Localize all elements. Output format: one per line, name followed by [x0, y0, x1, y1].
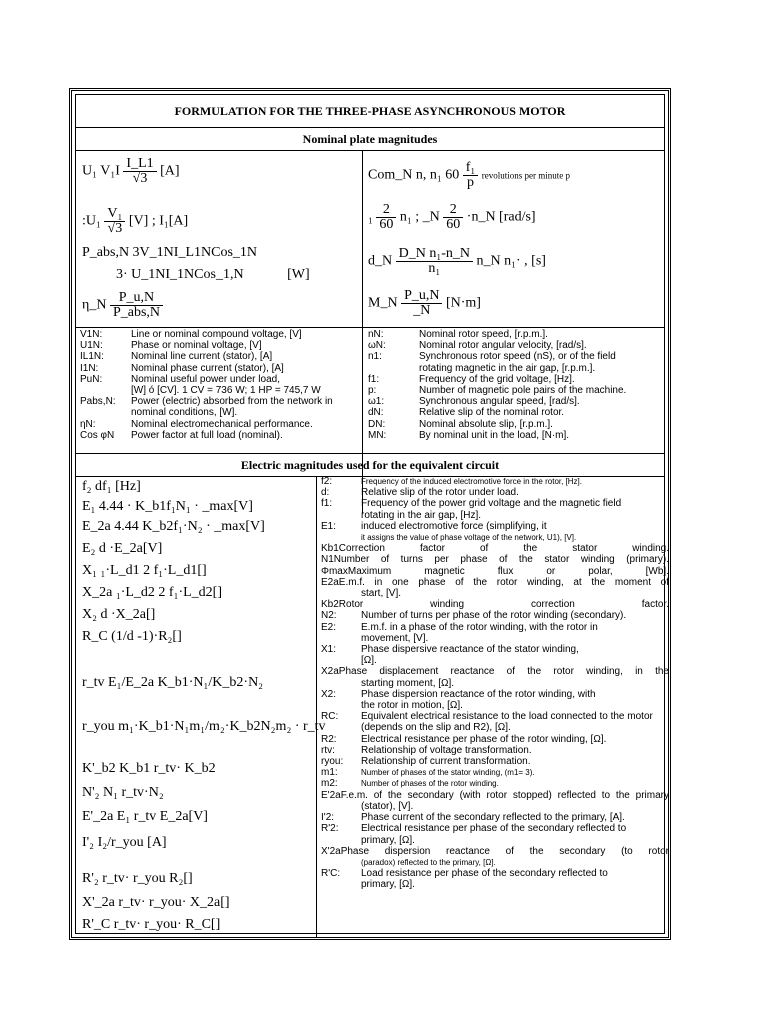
definition-text: Load resistance per phase of the secondary reflected to: [361, 868, 608, 880]
definition-row: [321, 745, 669, 756]
definition-symbol: RC:: [321, 711, 339, 723]
fraction-numerator: P_u,N: [110, 291, 163, 306]
formula-lhs: Com_N n, n₁ 60: [368, 167, 460, 183]
fraction-numerator: 2: [443, 203, 463, 218]
definition-row: [321, 655, 669, 666]
definition-row: [321, 823, 669, 834]
formula-slip: [368, 247, 546, 276]
definition-row: [321, 857, 669, 868]
definition-row: [321, 498, 669, 509]
definition-row: [321, 633, 669, 644]
definition-text: Equivalent electrical resistance to the load connected to the motor: [361, 711, 653, 723]
definition-text: Nominal phase current (stator), [A]: [131, 362, 284, 374]
definition-symbol: [321, 801, 361, 812]
definition-symbol: ryou:: [321, 756, 344, 768]
definition-symbol: [321, 678, 361, 689]
definition-text: E.m.f. in a phase of the rotor winding, with the rotor in: [361, 621, 598, 633]
definition-symbol: f2:: [321, 476, 333, 487]
definition-symbol: E2:: [321, 621, 337, 633]
definition-text: Power factor at full load (nominal).: [131, 429, 283, 441]
definition-row: [321, 734, 669, 745]
definition-text: rotating magnetic in the air gap, [r.p.m.].: [419, 362, 596, 374]
definition-text: [Ω].: [361, 655, 377, 667]
formula-phase-voltage: [82, 207, 188, 236]
circuit-formula: E₂ d ·E_2a[V]: [82, 541, 163, 556]
definition-row: [80, 363, 360, 374]
formula-absorbed-power-2: [116, 267, 310, 283]
formula-unit: revolutions per minute p: [481, 170, 570, 181]
definition-symbol: [321, 532, 361, 543]
circuit-formula: R_C (1/d -1)·R₂[]: [82, 629, 182, 644]
formula-sheet: [69, 88, 671, 940]
definition-text: Nominal rotor speed, [r.p.m.].: [419, 329, 548, 340]
formula-lhs: ₁: [368, 209, 373, 225]
circuit-formula: E'_2a E₁ r_tv E_2a[V]: [82, 809, 208, 824]
definition-row: [368, 374, 668, 385]
definition-row: [80, 430, 360, 441]
definition-text: Number of phases of the stator winding, (m1= 3).: [361, 768, 535, 778]
formula-unit: [A]: [160, 163, 180, 179]
nominal-definitions-left: [80, 329, 360, 441]
circuit-formula: I'₂ I₂/r_you [A]: [82, 835, 167, 850]
definition-symbol: [321, 633, 361, 644]
definition-text: Electrical resistance per phase of the rotor winding, [Ω].: [361, 733, 607, 745]
circuit-formula: K'_b2 K_b1 r_tv· K_b2: [82, 761, 216, 776]
definition-text: Phase or nominal voltage, [V]: [131, 340, 262, 352]
formula-fraction: [463, 161, 479, 190]
formula-unit: [W]: [287, 267, 310, 282]
divider-vertical-circuit: [316, 476, 317, 938]
definition-text: Nominal absolute slip, [r.p.m.].: [419, 418, 553, 430]
definition-text: (depends on the slip and R2), [Ω].: [361, 722, 511, 734]
definition-row: [321, 790, 669, 801]
definition-symbol: [80, 407, 131, 418]
definition-symbol: [321, 510, 361, 521]
definition-symbol: [321, 879, 361, 890]
definition-row: [321, 801, 669, 812]
definition-text: Relationship of current transformation.: [361, 756, 531, 768]
formula-lhs: d_N: [368, 253, 393, 269]
definition-symbol: [368, 363, 419, 374]
formula-unit: ·n_N [rad/s]: [466, 209, 536, 225]
definition-text: ΦmaxMaximum magnetic flux or polar, [Wb].: [321, 565, 669, 577]
definition-text: primary, [Ω].: [361, 879, 415, 891]
definition-symbol: d:: [321, 487, 330, 499]
definition-symbol: [321, 700, 361, 711]
definition-row: [321, 711, 669, 722]
circuit-formula: X'_2a r_tv· r_you· X_2a[]: [82, 895, 230, 910]
definition-text: Synchronous angular speed, [rad/s].: [419, 396, 580, 408]
section-heading-circuit: Electric magnitudes used for the equivalent circuit: [76, 453, 664, 477]
definition-symbol: I1N:: [80, 362, 99, 374]
definition-text: Kb2Rotor winding correction factor.: [321, 599, 669, 611]
circuit-formula: X₂ d ·X_2a[]: [82, 607, 156, 622]
definition-symbol: ωN:: [368, 340, 386, 352]
definition-symbol: X1:: [321, 644, 337, 656]
circuit-formula: X₁ ₁·L_d1 2 f₁·L_d1[]: [82, 563, 207, 578]
definition-row: [321, 476, 669, 487]
definition-row: [80, 374, 360, 385]
definition-text: Relationship of voltage transformation.: [361, 744, 532, 756]
definition-row: [321, 510, 669, 521]
definition-row: [321, 610, 669, 621]
definition-row: [80, 407, 360, 418]
definition-symbol: R'2:: [321, 823, 339, 835]
definition-row: [321, 689, 669, 700]
definition-row: [321, 554, 669, 565]
circuit-formula: r_you m₁·K_b1·N₁m₁/m₂·K_b2N₂m₂ · r_tv: [82, 719, 326, 734]
formula-fraction: [396, 247, 473, 276]
definition-symbol: f1:: [321, 498, 333, 510]
definition-row: [321, 678, 669, 689]
definition-row: [368, 419, 668, 430]
definition-row: [368, 407, 668, 418]
formula-unit: n_N n₁· , [s]: [476, 253, 546, 269]
formula-efficiency: [82, 291, 163, 320]
definition-text: Relative slip of the nominal rotor.: [419, 407, 565, 419]
fraction-numerator: f₁: [463, 161, 479, 176]
definition-text: Frequency of the power grid voltage and the magnetic field: [361, 498, 622, 510]
definition-text: rotating in the air gap, [Hz].: [361, 509, 482, 521]
definition-row: [368, 385, 668, 396]
fraction-denominator: √3: [107, 221, 123, 236]
definition-text: Phase dispersive reactance of the stator winding,: [361, 644, 579, 656]
fraction-numerator: P_u,N: [401, 289, 442, 304]
definition-text: Electrical resistance per phase of the secondary reflected to: [361, 823, 627, 835]
definition-symbol: m1:: [321, 767, 338, 779]
definition-symbol: m2:: [321, 778, 338, 790]
formula-fraction: [104, 207, 125, 236]
definition-text: starting moment, [Ω].: [361, 677, 455, 689]
definition-row: [321, 722, 669, 733]
definition-text: Number of magnetic pole pairs of the machine.: [419, 385, 627, 397]
definition-text: E'2aF.e.m. of the secondary (with rotor stopped) reflected to the primary: [321, 789, 669, 801]
definition-text: Phase current of the secondary reflected to the primary, [A].: [361, 812, 625, 824]
definition-symbol: ηN:: [80, 418, 96, 430]
definition-text: Number of turns per phase of the rotor winding (secondary).: [361, 610, 627, 622]
definition-symbol: [321, 722, 361, 733]
fraction-denominator: 60: [446, 217, 461, 232]
definition-symbol: rtv:: [321, 744, 335, 756]
definition-row: [321, 868, 669, 879]
formula-absorbed-power: P_abs,N 3V_1NI_L1NCos_1N: [82, 245, 257, 260]
definition-text: the rotor in motion, [Ω].: [361, 700, 463, 712]
circuit-formula: R'_C r_tv· r_you· R_C[]: [82, 917, 221, 932]
definition-row: [368, 340, 668, 351]
definition-text: Frequency of the grid voltage, [Hz].: [419, 373, 575, 385]
circuit-formula: E₁ 4.44 · K_b1f₁N₁ · _max[V]: [82, 499, 253, 514]
definition-row: [321, 588, 669, 599]
definition-symbol: R'C:: [321, 868, 341, 880]
nominal-definitions-right: [368, 329, 668, 441]
definition-symbol: R2:: [321, 733, 337, 745]
circuit-formula: r_tv E₁/E_2a K_b1·N₁/K_b2·N₂: [82, 675, 264, 690]
definition-row: [321, 487, 669, 498]
divider-horizontal: [76, 327, 664, 328]
definition-text: Nominal rotor angular velocity, [rad/s].: [419, 340, 587, 352]
fraction-numerator: 2: [376, 203, 396, 218]
formula-lhs: :U₁: [82, 213, 101, 229]
definition-symbol: dN:: [368, 407, 384, 419]
fraction-denominator: _N: [413, 303, 431, 318]
definition-text: (paradox) reflected to the primary, [Ω].: [361, 857, 496, 867]
definition-symbol: Cos φN: [80, 429, 115, 441]
definition-symbol: DN:: [368, 418, 386, 430]
definition-row: [321, 566, 669, 577]
formula-fraction: [123, 157, 156, 186]
definition-text: start, [V].: [361, 588, 402, 600]
definition-symbol: f1:: [368, 373, 380, 385]
definition-symbol: N2:: [321, 610, 337, 622]
circuit-formula: X_2a ₁·L_d2 2 f₁·L_d2[]: [82, 585, 222, 600]
definition-text: induced electromotive force (simplifying, it: [361, 520, 547, 532]
formula-lhs: η_N: [82, 297, 107, 313]
definition-symbol: [80, 385, 131, 396]
formula-fraction-2: [443, 203, 463, 232]
definition-text: Nominal electromechanical performance.: [131, 418, 313, 430]
definition-row: [321, 666, 669, 677]
formula-lhs: 3· U_1NI_1NCos_1,N: [116, 267, 244, 282]
definition-row: [368, 430, 668, 441]
definition-text: N1Number of turns per phase of the stator winding (primary).: [321, 554, 669, 566]
definition-row: [80, 385, 360, 396]
definition-row: [321, 835, 669, 846]
definition-symbol: I'2:: [321, 812, 335, 824]
definition-text: [W] ó [CV]. 1 CV = 736 W; 1 HP = 745,7 W: [131, 385, 321, 397]
definition-text: Relative slip of the rotor under load.: [361, 487, 519, 499]
definition-text: nominal conditions, [W].: [131, 407, 238, 419]
definition-row: [321, 756, 669, 767]
definition-text: E2aE.m.f. in one phase of the rotor winding, at the moment of: [321, 576, 669, 588]
definition-row: [321, 778, 669, 789]
definition-symbol: U1N:: [80, 340, 103, 352]
definition-row: [80, 419, 360, 430]
definition-row: [80, 329, 360, 340]
definition-row: [321, 599, 669, 610]
definition-row: [368, 363, 668, 374]
definition-symbol: PuN:: [80, 373, 103, 385]
definition-symbol: [321, 588, 361, 599]
circuit-formula: f₂ df₁ [Hz]: [82, 479, 141, 494]
fraction-denominator: √3: [132, 171, 148, 186]
definition-row: [321, 532, 669, 543]
page-title: FORMULATION FOR THE THREE-PHASE ASYNCHRONOUS MOTOR: [76, 95, 664, 128]
definition-symbol: X2:: [321, 688, 337, 700]
fraction-numerator: V₁: [104, 207, 125, 222]
definition-symbol: V1N:: [80, 329, 103, 340]
definition-text: Frequency of the induced electromotive force in the rotor, [Hz].: [361, 477, 582, 486]
definition-symbol: Pabs,N:: [80, 396, 116, 408]
formula-angular-speed: [368, 203, 536, 232]
definition-text: Synchronous rotor speed (nS), or of the field: [419, 351, 616, 363]
definition-row: [321, 879, 669, 890]
definition-row: [368, 329, 668, 340]
formula-lhs: M_N: [368, 295, 398, 311]
definition-text: Number of phases of the rotor winding.: [361, 779, 499, 789]
definition-symbol: [321, 835, 361, 846]
definition-symbol: n1:: [368, 351, 382, 363]
fraction-denominator: 60: [379, 217, 394, 232]
definition-text: Line or nominal compound voltage, [V]: [131, 329, 302, 340]
sheet-inner-frame: [75, 94, 669, 934]
formula-fraction: [376, 203, 396, 232]
fraction-numerator: D_N n₁-n_N: [396, 247, 473, 262]
fraction-denominator: p: [466, 175, 474, 190]
definition-row: [321, 767, 669, 778]
definition-row: [368, 396, 668, 407]
definition-row: [368, 351, 668, 362]
definition-symbol: E1:: [321, 520, 337, 532]
definition-text: Kb1Correction factor of the stator winding.: [321, 543, 669, 555]
definition-text: Nominal useful power under load,: [131, 373, 280, 385]
formula-mid: n₁ ; _N: [399, 209, 440, 225]
section-heading-nominal: Nominal plate magnitudes: [76, 128, 664, 151]
formula-fraction: [401, 289, 442, 318]
fraction-denominator: n₁: [428, 261, 441, 276]
definition-symbol: [321, 857, 361, 868]
definition-text: (stator), [V].: [361, 800, 414, 812]
definition-symbol: p:: [368, 385, 377, 397]
definition-symbol: IL1N:: [80, 351, 104, 363]
definition-row: [321, 577, 669, 588]
definition-symbol: ω1:: [368, 396, 385, 408]
definition-text: it assigns the value of phase voltage of the network, U1), [V].: [361, 533, 577, 543]
circuit-formula: E_2a 4.44 K_b2f₁·N₂ · _max[V]: [82, 519, 265, 534]
fraction-denominator: P_abs,N: [112, 305, 160, 320]
definition-row: [321, 846, 669, 857]
circuit-formula: N'₂ N₁ r_tv·N₂: [82, 785, 164, 800]
formula-unit: [N·m]: [445, 295, 481, 311]
formula-synchronous-speed: [368, 161, 570, 190]
formula-lhs: U₁ V₁I: [82, 163, 120, 179]
definition-row: [321, 700, 669, 711]
definition-text: Phase dispersion reactance of the rotor winding, with: [361, 688, 596, 700]
definition-text: Power (electric) absorbed from the network in: [131, 396, 333, 408]
definition-row: [321, 644, 669, 655]
definition-text: By nominal unit in the load, [N·m].: [419, 429, 570, 441]
definition-row: [80, 340, 360, 351]
definition-row: [321, 622, 669, 633]
formula-fraction: [110, 291, 163, 320]
definition-text: X2aPhase displacement reactance of the rotor winding, in the: [321, 666, 669, 678]
definition-symbol: MN:: [368, 429, 387, 441]
formula-unit: [V] ; I₁[A]: [128, 213, 189, 229]
circuit-formula: R'₂ r_tv· r_you R₂[]: [82, 871, 193, 886]
definition-symbol: [321, 655, 361, 666]
formula-phase-current: [82, 157, 180, 186]
definition-row: [321, 521, 669, 532]
definition-row: [321, 543, 669, 554]
definition-row: [80, 351, 360, 362]
definition-text: Nominal line current (stator), [A]: [131, 351, 273, 363]
definition-row: [321, 812, 669, 823]
definition-symbol: nN:: [368, 329, 384, 340]
definition-text: movement, [V].: [361, 632, 429, 644]
definition-text: X'2aPhase dispersion reactance of the secondary (to rotor: [321, 845, 669, 857]
circuit-definitions: [321, 476, 669, 891]
definition-row: [80, 396, 360, 407]
formula-torque: [368, 289, 481, 318]
fraction-numerator: I_L1: [123, 157, 156, 172]
definition-text: primary, [Ω].: [361, 834, 415, 846]
